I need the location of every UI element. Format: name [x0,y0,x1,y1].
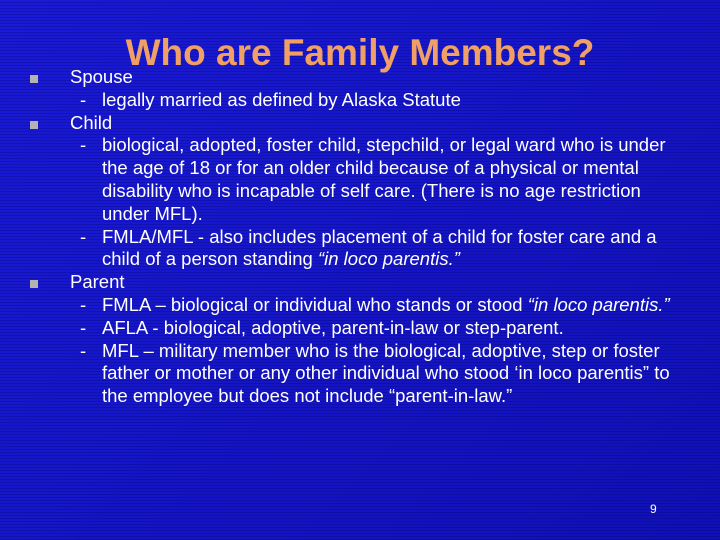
sub-item [0,317,687,340]
square-bullet-icon [30,75,38,83]
bullet-label: Spouse [70,66,133,87]
slide-title: Who are Family Members? [125,32,595,73]
bullet-parent [0,271,720,294]
dash-marker: - [80,339,87,361]
dash-marker: - [80,293,87,315]
sub-item [0,226,687,272]
sub-item-text: biological, adopted, foster child, stepchild, or legal ward who is under the age of 18 or for an older child because of a physical or mental disability who is incapable of self care. (There is no age restriction under MFL). [102,134,666,224]
sub-item-italic-text: “in loco parentis.” [527,293,670,315]
dash-marker: - [80,316,87,338]
sub-item [0,134,687,225]
dash-marker: - [80,134,87,156]
sub-item-text: legally married as defined by Alaska Statute [102,88,461,110]
sub-item-text: FMLA – biological or individual who stands or stood [102,293,528,315]
bullet-list [0,66,720,408]
bullet-label: Parent [70,271,125,293]
sub-item-text: FMLA/MFL - also includes placement of a child for foster care and a child of a person standing [102,225,657,270]
sub-item [0,294,687,317]
sub-item [0,89,687,112]
dash-marker: - [80,88,87,110]
square-bullet-icon [30,280,38,288]
bullet-spouse [0,66,720,89]
square-bullet-icon [30,121,38,129]
bullet-label: Child [70,111,113,133]
sub-item-italic-text: “in loco parentis.” [317,248,460,270]
sub-item [0,340,687,408]
sub-item-text: AFLA - biological, adoptive, parent-in-law or step-parent. [102,316,564,338]
page-number: 9 [650,502,657,516]
sub-item-text: MFL – military member who is the biological, adoptive, step or foster father or mother or any other individual who stood ‘in loco parentis” to the employee but does not include “parent-in-law.” [102,339,670,407]
bullet-child [0,112,720,135]
dash-marker: - [80,225,87,247]
